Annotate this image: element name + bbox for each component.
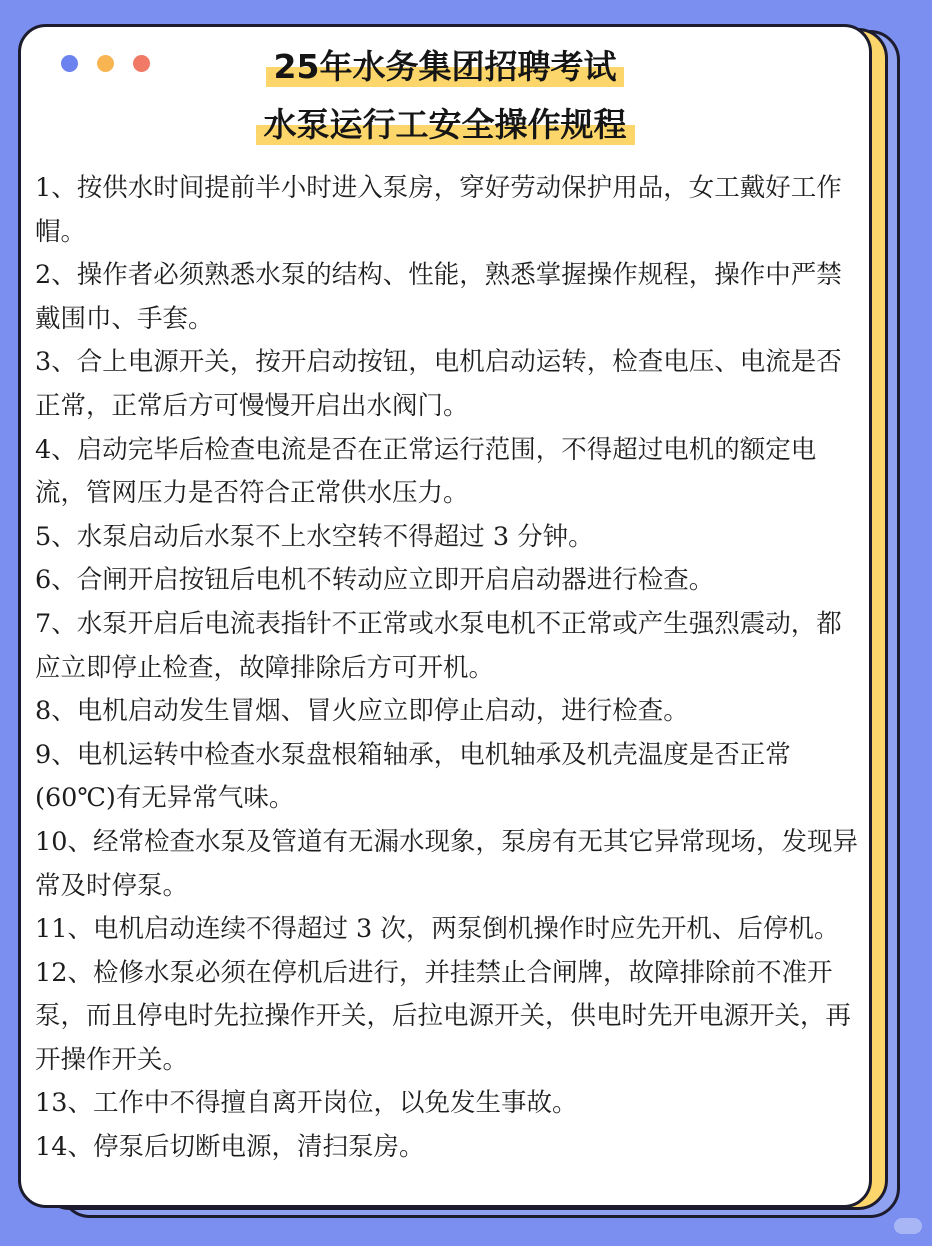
rule-item: 6、合闸开启按钮后电机不转动应立即开启启动器进行检查。 [35,565,715,596]
rule-item: 4、启动完毕后检查电流是否在正常运行范围，不得超过电机的额定电流，管网压力是否符合正常供水压力。 [35,434,817,509]
rule-item: 14、停泵后切断电源，清扫泵房。 [35,1132,425,1163]
rule-item: 8、电机启动发生冒烟、冒火应立即停止启动，进行检查。 [35,696,689,727]
title-line-1: 25年水务集团招聘考试 [266,47,625,87]
document-card [18,24,872,1208]
page-title [21,47,869,163]
rule-item: 3、合上电源开关，按开启动按钮，电机启动运转，检查电压、电流是否正常，正常后方可慢慢开启出水阀门。 [35,347,842,421]
rule-item: 5、水泵启动后水泵不上水空转不得超过 3 分钟。 [35,521,594,552]
title-line-2: 水泵运行工安全操作规程 [256,105,635,145]
rule-item: 7、水泵开启后电流表指针不正常或水泵电机不正常或产生强烈震动，都应立即停止检查，故障排除后方可开机。 [35,608,842,683]
rule-item: 2、操作者必须熟悉水泵的结构、性能，熟悉掌握操作规程，操作中严禁戴围巾、手套。 [35,260,842,334]
rules-list [35,167,861,1170]
rule-item: 11、电机启动连续不得超过 3 次，两泵倒机操作时应先开机、后停机。 [35,914,840,945]
watermark-logo [894,1218,922,1234]
rule-item: 9、电机运转中检查水泵盘根箱轴承，电机轴承及机壳温度是否正常(60℃)有无异常气味。 [35,739,791,814]
rule-item: 1、按供水时间提前半小时进入泵房，穿好劳动保护用品，女工戴好工作帽。 [35,173,842,247]
rule-item: 12、检修水泵必须在停机后进行，并挂禁止合闸牌，故障排除前不准开泵，而且停电时先拉操作开关，后拉电源开关，供电时先开电源开关，再开操作开关。 [35,957,852,1075]
rule-item: 13、工作中不得擅自离开岗位，以免发生事故。 [35,1088,578,1119]
rule-item: 10、经常检查水泵及管道有无漏水现象，泵房有无其它异常现场，发现异常及时停泵。 [35,826,858,901]
